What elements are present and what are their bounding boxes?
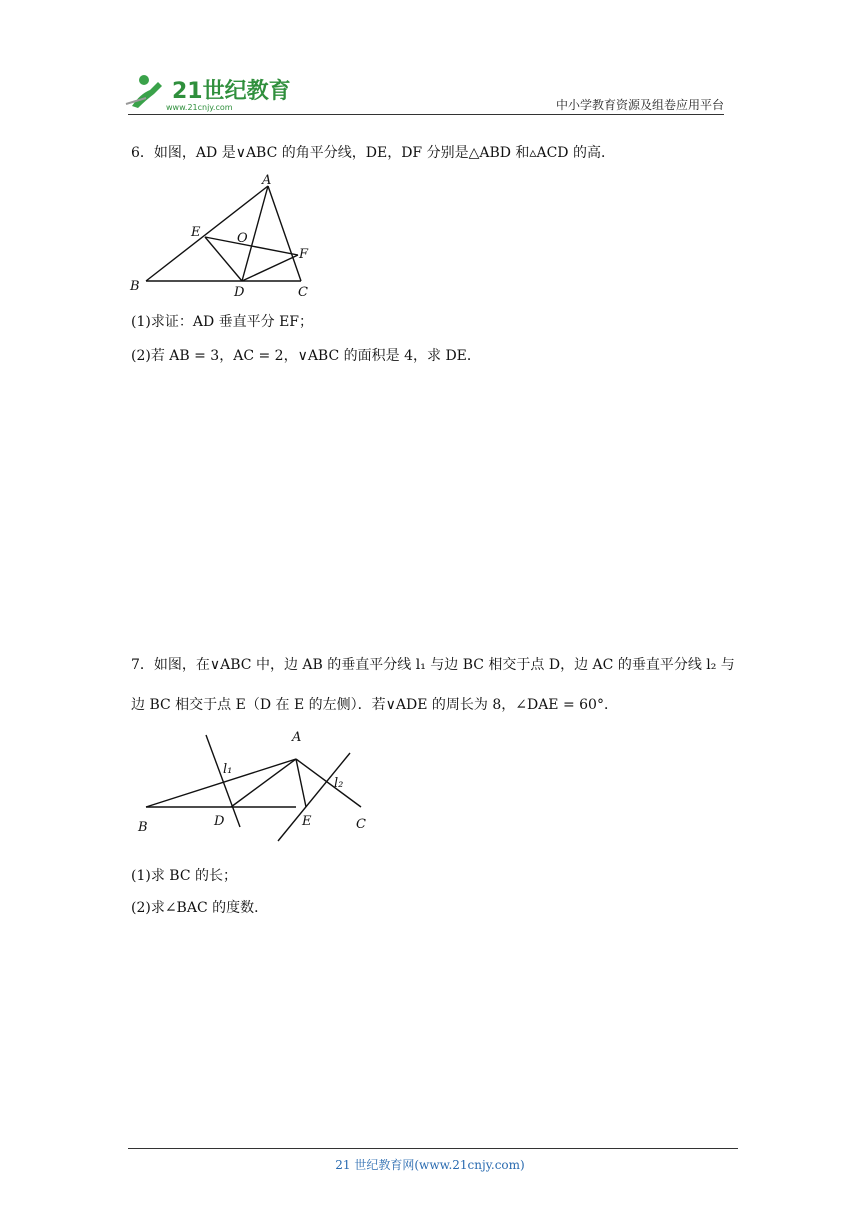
q7-stem-line2: 边 BC 相交于点 E（D 在 E 的左侧）．若∨ADE 的周长为 8，∠DAE = 60°． — [131, 697, 618, 713]
q6-label-o: O — [237, 231, 248, 246]
q6-stem: 6．如图，AD 是∨ABC 的角平分线，DE，DF 分别是△ABD 和▵ACD 的高． — [131, 145, 615, 161]
q6-label-e: E — [191, 225, 201, 240]
q7-part1: (1)求 BC 的长； — [131, 868, 237, 884]
q7-label-c: C — [356, 817, 366, 832]
q7-label-a: A — [292, 730, 302, 745]
q7-label-d: D — [214, 814, 225, 829]
footer-link[interactable]: 21 世纪教育网(www.21cnjy.com) — [335, 1158, 525, 1172]
site-logo — [124, 68, 294, 112]
q6-label-d: D — [234, 285, 245, 300]
q6-label-b: B — [130, 279, 140, 294]
q7-figure — [128, 725, 378, 850]
q6-label-f: F — [299, 247, 309, 262]
q7-label-b: B — [138, 820, 148, 835]
q6-figure — [128, 170, 318, 300]
logo-url: www.21cnjy.com — [166, 103, 233, 112]
q7-part2: (2)求∠BAC 的度数． — [131, 900, 269, 916]
q6-label-c: C — [298, 285, 308, 300]
q7-label-e: E — [302, 814, 312, 829]
q7-stem-line1: 7．如图，在∨ABC 中，边 AB 的垂直平分线 l₁ 与边 BC 相交于点 D，边 AC 的垂直平分线 l₂ 与 — [131, 657, 735, 673]
platform-title: 中小学教育资源及组卷应用平台 — [555, 98, 724, 112]
header-divider — [128, 114, 724, 115]
footer-divider — [128, 1148, 738, 1149]
logo-text: 21世纪教育 — [172, 79, 291, 104]
q6-part2: (2)若 AB = 3，AC = 2，∨ABC 的面积是 4，求 DE． — [131, 348, 481, 364]
q7-label-l1: l₁ — [223, 762, 233, 777]
q6-label-a: A — [262, 173, 272, 188]
q6-part1: (1)求证：AD 垂直平分 EF； — [131, 314, 313, 330]
q7-label-l2: l₂ — [334, 776, 344, 791]
